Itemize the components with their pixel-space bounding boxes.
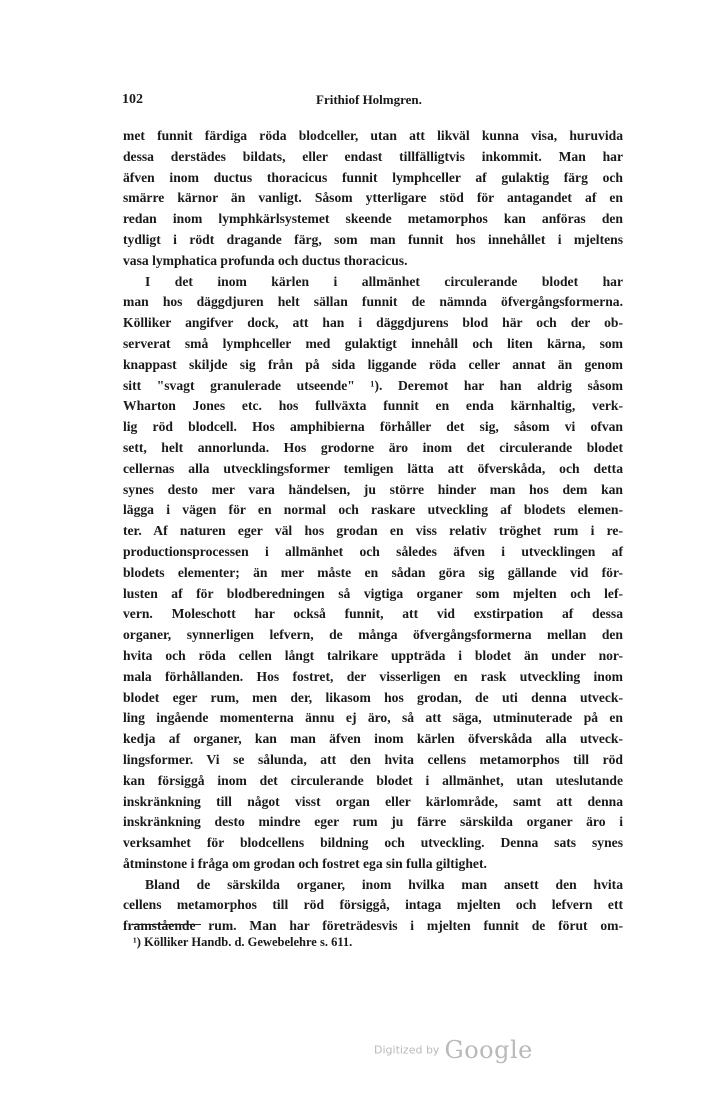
text-line: lusten af för blodberedningen så vigtiga organer som mjelten och lef-	[123, 585, 623, 601]
page-number: 102	[122, 92, 143, 107]
text-line: cellernas alla utvecklingsformer temligen lätta att öfverskåda, och detta	[123, 460, 623, 476]
watermark-prefix: Digitized by	[374, 1043, 440, 1057]
text-line: lägga i vägen för en normal och raskare utveckling af blodets elemen-	[123, 502, 623, 518]
text-line: vern. Moleschott har också funnit, att vid exstirpation af dessa	[123, 606, 623, 622]
text-line: lingsformer. Vi se sålunda, att den hvita cellens metamorphos till röd	[123, 751, 623, 767]
page-header	[122, 92, 622, 112]
footnote: ¹) Kölliker Handb. d. Gewebelehre s. 611.	[133, 935, 353, 949]
text-line: met funnit färdiga röda blodceller, utan att likväl kunna visa, huruvida	[123, 128, 623, 143]
digitized-watermark	[374, 1036, 533, 1064]
text-line: Wharton Jones etc. hos fullväxta funnit en enda kärnhaltig, verk-	[123, 398, 623, 414]
text-line: blodets elementer; än mer måste en sådan göra sig gällande vid för-	[123, 564, 623, 580]
text-line: redan inom lymphkärlsystemet skeende metamorphos kan anföras den	[123, 211, 623, 227]
text-line: kedja af organer, kan man äfven inom kärlen öfverskåda alla utveck-	[123, 731, 623, 747]
text-line: productionsprocessen i allmänhet och således äfven i utvecklingen af	[123, 543, 623, 559]
text-line: I det inom kärlen i allmänhet circulerande blodet har	[145, 273, 623, 289]
text-line: mala förhållanden. Hos fostret, der visserligen en rask utveckling inom	[123, 668, 623, 684]
text-line: åtminstone i fråga om grodan och fostret ega sin fulla giltighet.	[123, 855, 487, 871]
text-line: blodet eger rum, men der, likasom hos grodan, de uti denna utveck-	[123, 689, 623, 705]
text-line: sett, helt annorlunda. Hos grodorne äro inom det circulerande blodet	[123, 439, 623, 455]
text-line: Bland de särskilda organer, inom hvilka man ansett den hvita	[145, 876, 623, 892]
text-line: Kölliker angifver dock, att han i däggdjurens blod här och der ob-	[123, 315, 623, 331]
text-line: inskränkning till något visst organ eller kärlområde, samt att denna	[123, 793, 623, 809]
text-line: hvita och röda cellen långt talrikare uppträda i blodet än under nor-	[123, 647, 623, 663]
text-line: vasa lymphatica profunda och ductus thoracicus.	[123, 252, 408, 268]
text-line: man hos däggdjuren helt sällan funnit de nämnda öfvergångsformerna.	[123, 294, 623, 310]
body-text	[123, 126, 623, 937]
text-line: organer, synnerligen lefvern, de många öfvergångsformerna mellan den	[123, 627, 623, 643]
text-line: dessa derstädes bildats, eller endast tillfälligtvis inkommit. Man har	[123, 148, 623, 164]
watermark-brand: Google	[444, 1036, 533, 1064]
text-line: verksamhet för blodcellens bildning och utveckling. Denna sats synes	[123, 835, 623, 851]
text-line: serverat små lymphceller med gulaktigt innehåll och liten kärna, som	[123, 335, 623, 351]
text-line: knappast skiljde sig från på sida liggande röda celler annat än genom	[123, 356, 623, 372]
text-line: tydligt i rödt dragande färg, som man funnit hos innehållet i mjeltens	[123, 231, 623, 247]
text-line: lig röd blodcell. Hos amphibierna förhåller det sig, såsom vi ofvan	[123, 419, 623, 435]
text-line: synes desto mer vara händelsen, ju större hinder man hos dem kan	[123, 481, 623, 497]
footnote-divider	[133, 924, 201, 925]
running-head: Frithiof Holmgren.	[316, 92, 422, 107]
text-line: kan försiggå inom det circulerande blodet i allmänhet, utan uteslutande	[123, 772, 623, 788]
text-line: inskränkning desto mindre eger rum ju färre särskilda organer äro i	[123, 814, 623, 830]
text-line: ter. Af naturen eger väl hos grodan en viss relativ tröghet rum i re-	[123, 523, 623, 539]
text-line: sitt "svagt granulerade utseende" ¹). Deremot har han aldrig såsom	[123, 377, 623, 393]
text-line: framstående rum. Man har företrädesvis i mjelten funnit de förut om-	[123, 918, 623, 934]
text-line: smärre kärnor än vanligt. Såsom ytterligare stöd för antagandet af en	[123, 190, 623, 206]
text-line: cellens metamorphos till röd försiggå, intaga mjelten och lefvern ett	[123, 897, 623, 913]
text-line: ling ingående momenterna ännu ej äro, så att säga, utminuterade på en	[123, 710, 623, 726]
text-line: äfven inom ductus thoracicus funnit lymphceller af gulaktig färg och	[123, 169, 623, 185]
